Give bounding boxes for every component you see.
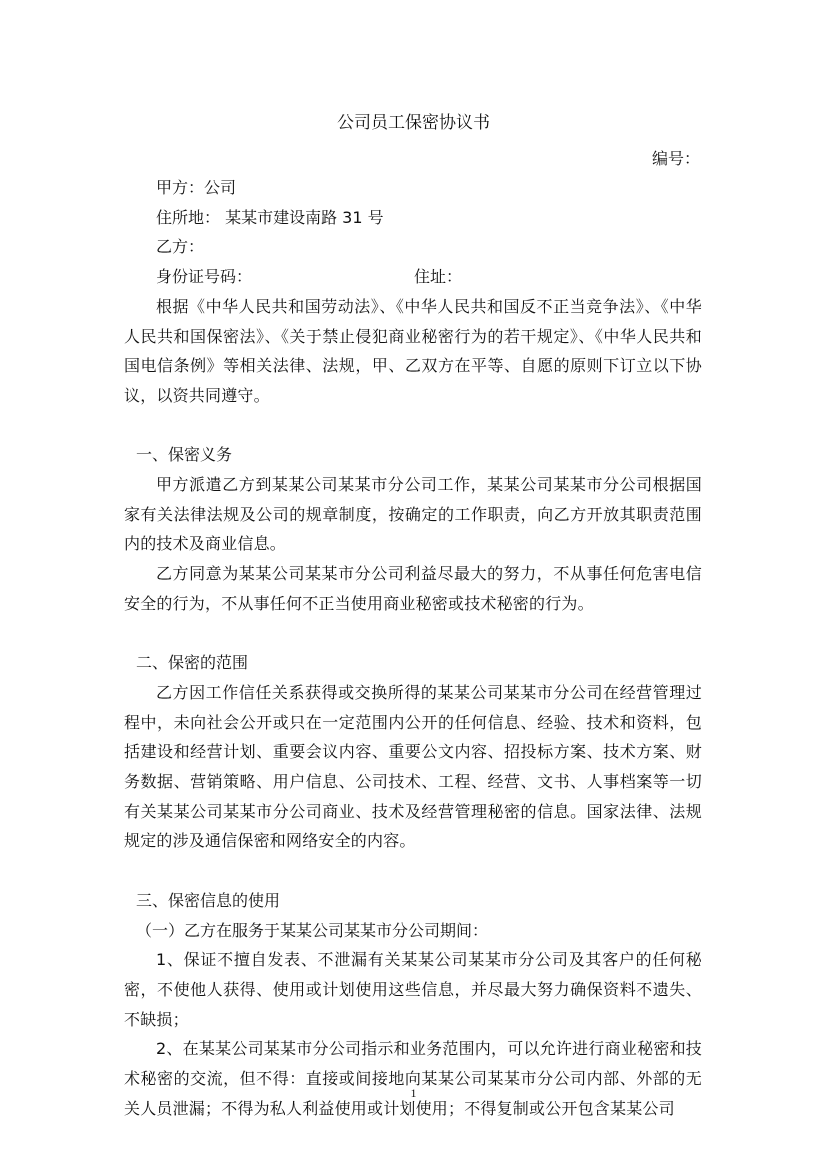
- section-3-heading: 三、保密信息的使用: [136, 890, 281, 910]
- page-number: 1: [410, 1086, 417, 1100]
- document-title: 公司员工保密协议书: [337, 113, 490, 133]
- section-1-paragraph-2: 乙方同意为某某公司某某市分公司利益尽最大的努力，不从事任何危害电信安全的行为，不从事任何不正当使用商业秘密或技术秘密的行为。: [124, 564, 702, 613]
- section-1-paragraph-1: 甲方派遣乙方到某某公司某某市分公司工作，某某公司某某市分公司根据国家有关法律法规及公司的规章制度，按确定的工作职责，向乙方开放其职责范围内的技术及商业信息。: [124, 475, 702, 554]
- section-2-paragraph-1: 乙方因工作信任关系获得或交换所得的某某公司某某市分公司在经营管理过程中，未向社会公开或只在一定范围内公开的任何信息、经验、技术和资料，包括建设和经营计划、重要会议内容、重要公文内容、招投标方案、技术方案、财务数据、营销策略、用户信息、公司技术、工程、经营、文书、人事档案等一切有关某某公司某某市分公司商业、技术及经营管理秘密的信息。国家法律、法规规定的涉及通信保密和网络安全的内容。: [124, 682, 702, 851]
- residence-label: 住址：: [414, 267, 463, 287]
- preamble-paragraph: 根据《中华人民共和国劳动法》、《中华人民共和国反不正当竞争法》、《中华人民共和国保密法》、《关于禁止侵犯商业秘密行为的若干规定》、《中华人民共和国电信条例》等相关法律、法规，甲、乙双方在平等、自愿的原则下订立以下协议，以资共同遵守。: [124, 296, 702, 405]
- spacer: [124, 619, 702, 649]
- serial-number-label: 编号：: [652, 149, 701, 168]
- id-address-line: [124, 262, 702, 292]
- section-3-item-1: 1、保证不擅自发表、不泄漏有关某某公司某某市分公司及其客户的任何秘密，不使他人获得、使用或计划使用这些信息，并尽最大努力确保资料不遗失、不缺损；: [124, 950, 702, 1029]
- address-line: 住所地： 某某市建设南路 31 号: [156, 207, 384, 227]
- spacer: [124, 411, 702, 441]
- document-body: [124, 173, 702, 1123]
- party-b-line: 乙方：: [156, 237, 205, 257]
- section-1-heading: 一、保密义务: [136, 445, 233, 465]
- section-2-heading: 二、保密的范围: [136, 653, 249, 673]
- section-3-item-2: 2、在某某公司某某市分公司指示和业务范围内，可以允许进行商业秘密和技术秘密的交流，但不得：直接或间接地向某某公司某某市分公司内部、外部的无关人员泄漏；不得为私人利益使用或计划使用；不得复制或公开包含某某公司: [124, 1039, 702, 1118]
- party-a-line: 甲方：公司: [156, 178, 237, 197]
- spacer: [124, 856, 702, 886]
- id-number-label: 身份证号码：: [156, 267, 253, 287]
- section-3-subheading-1: （一）乙方在服务于某某公司某某市分公司期间：: [136, 920, 489, 940]
